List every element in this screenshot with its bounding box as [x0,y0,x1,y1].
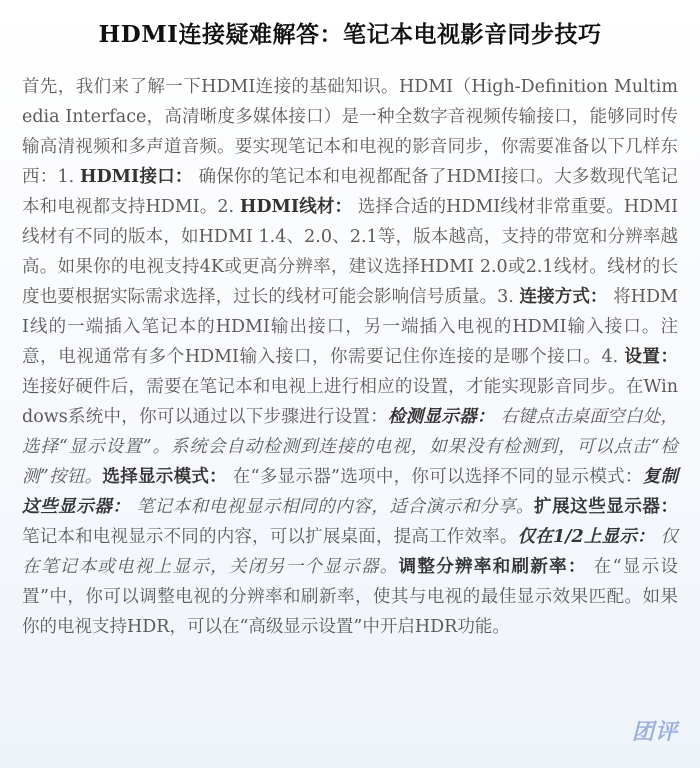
page-title: HDMI连接疑难解答：笔记本电视影音同步技巧 [98,21,602,48]
detect-heading: 检测显示器： [387,407,495,427]
article-body [22,72,678,642]
step1-text: 确保你的笔记本和电视都配备了HDMI接口。大多数现代笔记本和电视都支持HDMI。 [22,167,679,217]
step2-heading: HDMI线材： [239,197,353,217]
extend-heading: 扩展这些显示器： [534,497,679,517]
mode-text: 在“多显示器”选项中，你可以选择不同的显示模式： [226,467,643,487]
detect-text: 右键点击桌面空白处，选择“显示设置”。系统会自动检测到连接的电视，如果没有检测到，可以点击“检测”按钮。 [22,407,678,487]
step2-label: 2. [217,197,240,217]
mode-heading: 选择显示模式： [102,467,227,487]
step2-text: 选择合适的HDMI线材非常重要。HDMI线材有不同的版本，如HDMI 1.4、2.0、2.1等，版本越高，支持的带宽和分辨率越高。如果你的电视支持4K或更高分辨率，建议选择HDMI 2.0或2.1线材。线材的长度也要根据实际需求选择，过长的线材可能会影响信号质量。 [22,197,678,307]
step3-label: 3. [497,287,520,307]
step4-text: 连接好硬件后，需要在笔记本和电视上进行相应的设置，才能实现影音同步。在Windows系统中，你可以通过以下步骤进行设置： [22,377,678,427]
step3-text: 将HDMI线的一端插入笔记本的HDMI输出接口，另一端插入电视的HDMI输入接口。注意，电视通常有多个HDMI输入接口，你需要记住你连接的是哪个接口。 [22,287,679,367]
single-text: 仅在笔记本或电视上显示，关闭另一个显示器。 [22,527,678,577]
duplicate-heading: 复制这些显示器： [22,467,678,517]
single-heading: 仅在1/2上显示： [517,527,655,547]
extend-text: 笔记本和电视显示不同的内容，可以扩展桌面，提高工作效率。 [22,527,518,547]
watermark-logo: 团评 [631,720,678,745]
intro-text: 首先，我们来了解一下HDMI连接的基础知识。HDMI（High-Definition Multimedia Interface，高清晰度多媒体接口）是一种全数字音视频传输接口，能够同时传输高清视频和多声道音频。要实现笔记本和电视的影音同步，你需要准备以下几样东西： [22,77,678,187]
step4-label: 4. [601,347,625,367]
step4-heading: 设置： [624,347,679,367]
step1-label: 1. [57,167,80,187]
duplicate-text: 笔记本和电视显示相同的内容，适合演示和分享。 [130,497,535,517]
resolution-text: 在“显示设置”中，你可以调整电视的分辨率和刷新率，使其与电视的最佳显示效果匹配。如果你的电视支持HDR，可以在“高级显示设置”中开启HDR功能。 [22,557,678,637]
step3-heading: 连接方式： [519,287,608,307]
resolution-heading: 调整分辨率和刷新率： [398,557,587,577]
step1-heading: HDMI接口： [79,167,193,187]
